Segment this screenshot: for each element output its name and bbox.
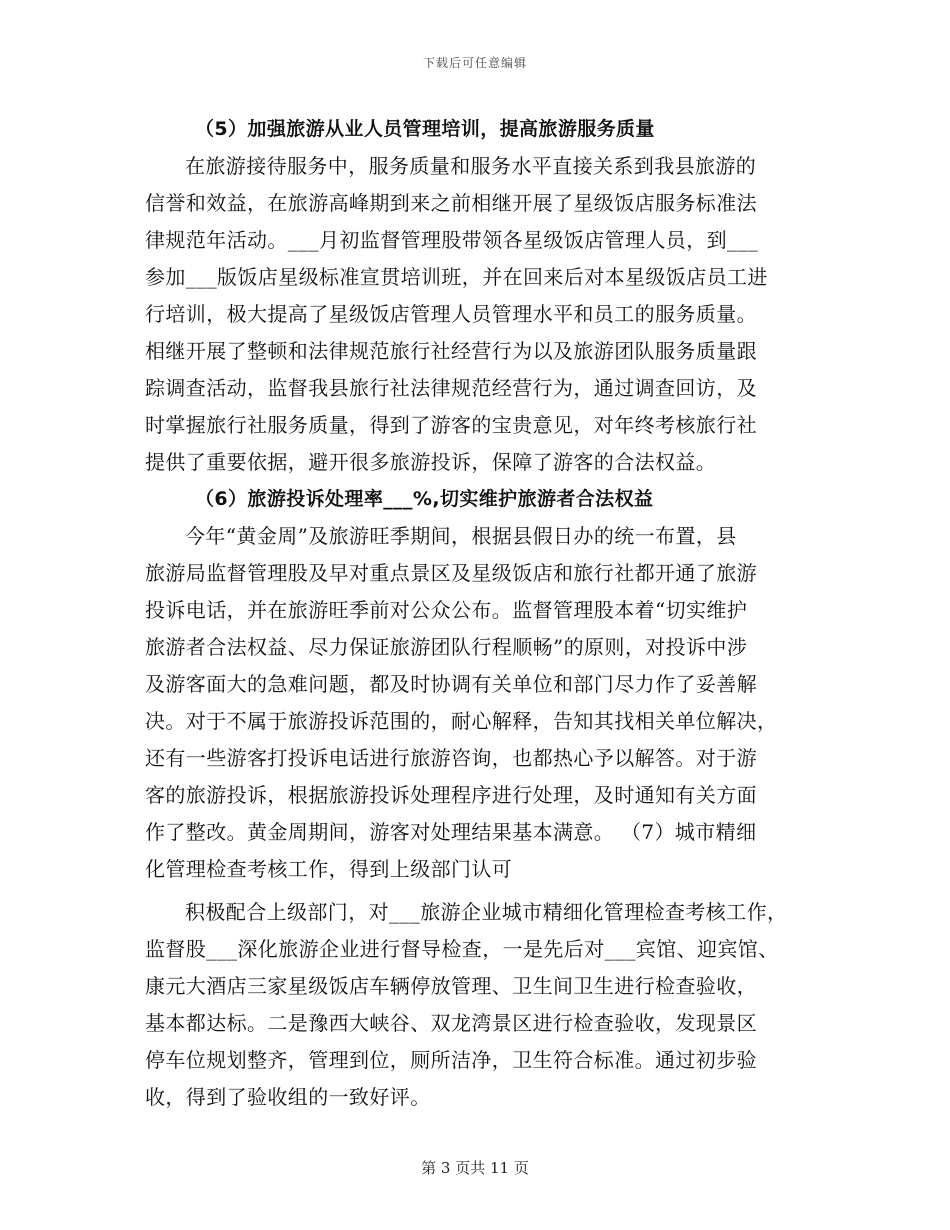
- paragraph-line: 基本都达标。二是豫西大峡谷、双龙湾景区进行检查验收，发现景区: [145, 1011, 757, 1035]
- paragraph-line: 信誉和效益，在旅游高峰期到来之前相继开展了星级饭店服务标准法: [145, 191, 757, 215]
- paragraph-line: 时掌握旅行社服务质量，得到了游客的宝贵意见，对年终考核旅行社: [145, 413, 757, 437]
- paragraph-line: 及游客面大的急难问题，都及时协调有关单位和部门尽力作了妥善解: [145, 672, 757, 696]
- paragraph-line: 监督股___深化旅游企业进行督导检查，一是先后对___宾馆、迎宾馆、: [145, 937, 779, 961]
- paragraph-line: 旅游者合法权益、尽力保证旅游团队行程顺畅”的原则，对投诉中涉: [145, 635, 748, 659]
- paragraph-line: 客的旅游投诉，根据旅游投诉处理程序进行处理，及时通知有关方面: [145, 783, 757, 807]
- paragraph-line: 律规范年活动。___月初监督管理股带领各星级饭店管理人员，到___: [145, 228, 759, 252]
- paragraph-line: 参加___版饭店星级标准宣贯培训班，并在回来后对本星级饭店员工进: [145, 265, 768, 289]
- document-body: [145, 111, 820, 1116]
- paragraph-line: 相继开展了整顿和法律规范旅行社经营行为以及旅游团队服务质量跟: [145, 339, 757, 363]
- page-number: 第 3 页共 11 页: [421, 1159, 529, 1177]
- section-heading-6: （6）旅游投诉处理率___%,切实维护旅游者合法权益: [195, 488, 654, 510]
- paragraph-line: 踪调查活动，监督我县旅行社法律规范经营行为，通过调查回访，及: [145, 376, 757, 400]
- paragraph-line: 投诉电话，并在旅游旺季前对公众公布。监督管理股本着“切实维护: [145, 598, 748, 622]
- paragraph-line: 作了整改。黄金周期间，游客对处理结果基本满意。 （7）城市精细: [145, 820, 757, 844]
- section-heading-5: （5）加强旅游从业人员管理培训，提高旅游服务质量: [195, 118, 655, 140]
- paragraph-line: 今年“黄金周”及旅游旺季期间，根据县假日办的统一布置，县: [185, 524, 737, 548]
- paragraph-line: 行培训，极大提高了星级饭店管理人员管理水平和员工的服务质量。: [145, 302, 757, 326]
- paragraph-line: 提供了重要依据，避开很多旅游投诉，保障了游客的合法权益。: [145, 450, 717, 474]
- paragraph-line: 停车位规划整齐，管理到位，厕所洁净，卫生符合标准。通过初步验: [145, 1048, 757, 1072]
- paragraph-line: 决。对于不属于旅游投诉范围的，耐心解释，告知其找相关单位解决，: [145, 709, 778, 733]
- paragraph-line: 化管理检查考核工作，得到上级部门认可: [145, 857, 513, 881]
- paragraph-line: 旅游局监督管理股及早对重点景区及星级饭店和旅行社都开通了旅游: [145, 561, 757, 585]
- paragraph-line: 在旅游接待服务中，服务质量和服务水平直接关系到我县旅游的: [185, 154, 757, 178]
- page-header-note: 下载后可任意编辑: [422, 56, 527, 70]
- paragraph-line: 康元大酒店三家星级饭店车辆停放管理、卫生间卫生进行检查验收，: [145, 974, 757, 998]
- paragraph-line: 还有一些游客打投诉电话进行旅游咨询，也都热心予以解答。对于游: [145, 746, 757, 770]
- paragraph-line: 收，得到了验收组的一致好评。: [145, 1085, 431, 1109]
- paragraph-line: 积极配合上级部门，对___旅游企业城市精细化管理检查考核工作，: [185, 900, 788, 924]
